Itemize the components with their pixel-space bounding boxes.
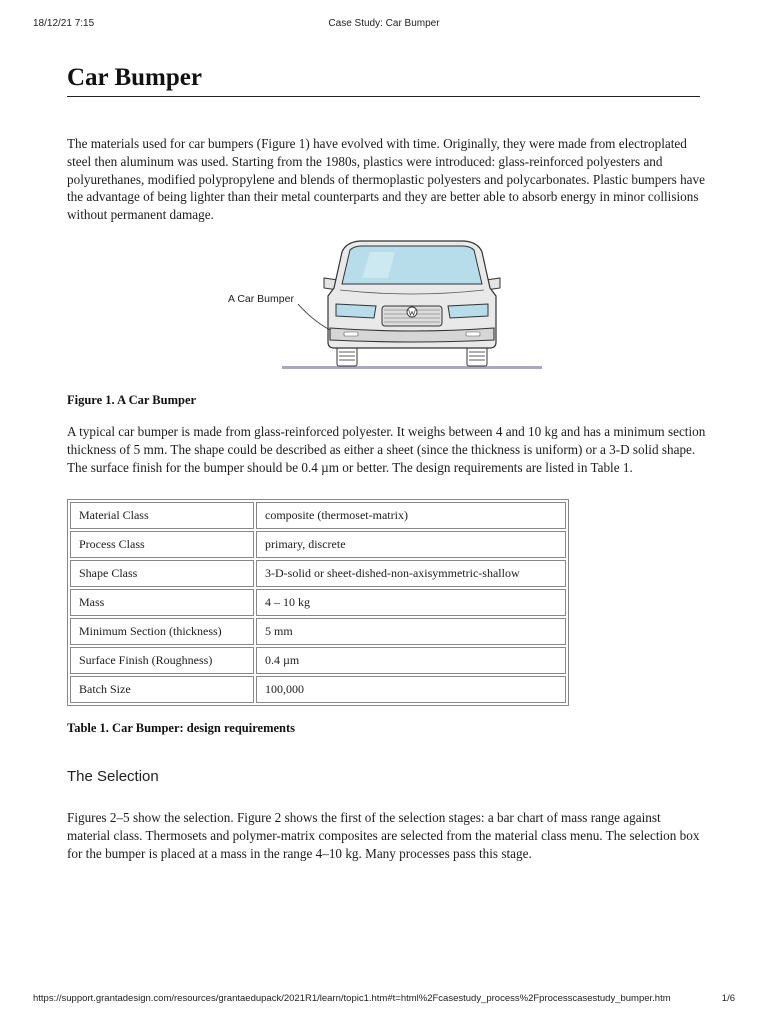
table-cell-value: 100,000 xyxy=(256,676,566,703)
title-divider xyxy=(67,96,700,97)
table-cell-label: Batch Size xyxy=(70,676,254,703)
print-date: 18/12/21 7:15 xyxy=(33,18,95,29)
table-row xyxy=(70,502,566,529)
table-cell-value: 3-D-solid or sheet-dished-non-axisymmetric-shallow xyxy=(256,560,566,587)
table-cell-value: 0.4 µm xyxy=(256,647,566,674)
table-row xyxy=(70,589,566,616)
table-cell-value: primary, discrete xyxy=(256,531,566,558)
table-row xyxy=(70,618,566,645)
table-row xyxy=(70,560,566,587)
table-cell-label: Minimum Section (thickness) xyxy=(70,618,254,645)
selection-paragraph: Figures 2–5 show the selection. Figure 2 shows the first of the selection stages: a bar chart of mass range against material class. Thermosets and polymer-matrix composites are selected from the material class menu. The selection box for the bumper is placed at a mass in the range 4–10 kg. Many processes pass this stage. xyxy=(67,810,700,861)
print-footer xyxy=(0,993,768,1007)
table-cell-value: 4 – 10 kg xyxy=(256,589,566,616)
table-row xyxy=(70,531,566,558)
car-bumper-figure xyxy=(220,238,550,378)
table-row xyxy=(70,676,566,703)
table-cell-value: 5 mm xyxy=(256,618,566,645)
print-header xyxy=(0,18,768,32)
ground-line xyxy=(282,366,542,369)
page-number: 1/6 xyxy=(721,993,735,1004)
print-url: https://support.grantadesign.com/resources/grantaedupack/2021R1/learn/topic1.htm#t=html%2Fcasestudy_process%2Fprocesscasestudy_bumper.htm xyxy=(33,993,671,1004)
section-heading-selection: The Selection xyxy=(67,768,159,785)
page-title: Car Bumper xyxy=(67,64,202,91)
table-cell-label: Material Class xyxy=(70,502,254,529)
print-page-title: Case Study: Car Bumper xyxy=(328,18,440,29)
table-cell-value: composite (thermoset-matrix) xyxy=(256,502,566,529)
car-illustration xyxy=(220,238,550,378)
description-paragraph: A typical car bumper is made from glass-reinforced polyester. It weighs between 4 and 10 kg and has a minimum section thickness of 5 mm. The shape could be described as either a sheet (since the thickness is uniform) or a 3-D solid shape. The surface finish for the bumper should be 0.4 µm or better. The design requirements are listed in Table 1. xyxy=(67,424,706,475)
table-cell-label: Surface Finish (Roughness) xyxy=(70,647,254,674)
table-cell-label: Shape Class xyxy=(70,560,254,587)
figure-label: A Car Bumper xyxy=(228,293,294,305)
table-caption: Table 1. Car Bumper: design requirements xyxy=(67,721,296,735)
table-cell-label: Process Class xyxy=(70,531,254,558)
requirements-table xyxy=(67,499,569,706)
label-leader-line xyxy=(298,304,330,330)
table-cell-label: Mass xyxy=(70,589,254,616)
intro-paragraph: The materials used for car bumpers (Figure 1) have evolved with time. Originally, they were made from electroplated steel then aluminum was used. Starting from the 1980s, plastics were introduced: glass-reinforced polyesters and polyurethanes, modified polypropylene and blends of thermoplastic polyesters and polycarbonates. Plastic bumpers have the advantage of being lighter than their metal counterparts and they are better able to absorb energy in minor collisions without permanent damage. xyxy=(67,136,705,223)
table-row xyxy=(70,647,566,674)
figure-caption: Figure 1. A Car Bumper xyxy=(67,393,197,407)
